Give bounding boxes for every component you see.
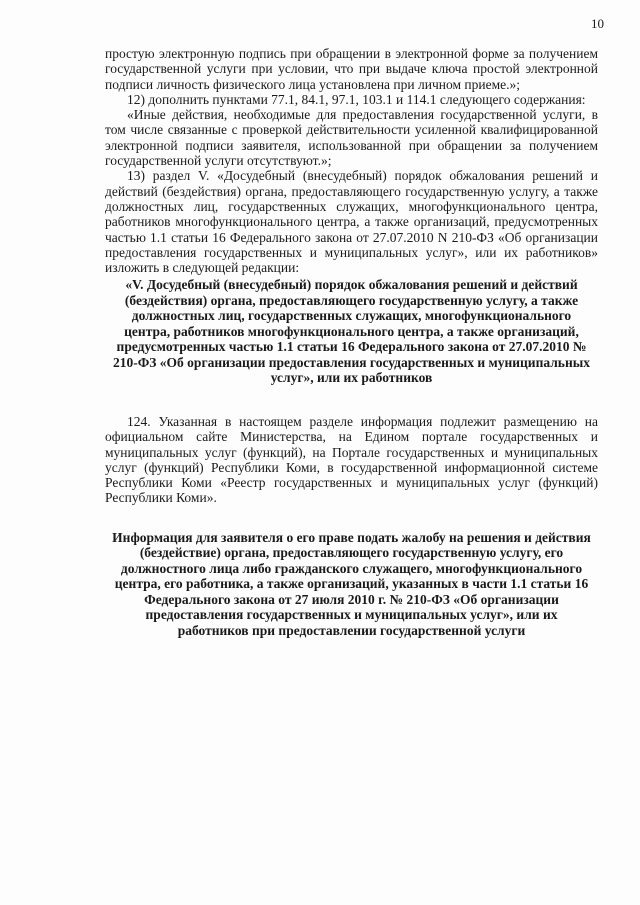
- paragraph-item-12: 12) дополнить пунктами 77.1, 84.1, 97.1, 103.1 и 114.1 следующего содержания:: [127, 91, 586, 107]
- complaint-info-heading: Информация для заявителя о его праве подать жалобу на решения и действия (бездействие) органа, предоставляющего государственную услугу, его должностного лица либо гражданского служащего, многофункционального центра, его работника, а также организаций, указанных в части 1.1 статьи 16 Федерального закона от 27 июля 2010 г. № 210-ФЗ «Об организации предоставления государственных и муниципальных услуг», или их работников при предоставлении государственной услуги: [112, 529, 591, 638]
- paragraph-continuation: простую электронную подпись при обращении в электронной форме за получением государственной услуги при условии, что при выдаче ключа простой электронной подписи личность физического лица установлена при личном приеме.»;: [105, 46, 598, 92]
- paragraph-quote-other-actions: «Иные действия, необходимые для предоставления государственной услуги, в том числе связанные с проверкой действительности усиленной квалифицированной электронной подписи заявителя, использованной при обращении за получением государственной услуги отсутствуют.»;: [105, 107, 598, 169]
- paragraph-124: 124. Указанная в настоящем разделе информация подлежит размещению на официальном сайте Министерства, на Едином портале государственных и муниципальных услуг (функций), на Портале государственных и муниципальных услуг (функций) Республики Коми, в государственной информационной системе Республики Коми «Реестр государственных и муниципальных услуг (функций) Республики Коми».: [105, 413, 598, 506]
- section-v-heading: «V. Досудебный (внесудебный) порядок обжалования решений и действий (бездействия) органа, предоставляющего государственную услугу, а также должностных лиц, государственных служащих, многофункционального центра, работников многофункционального центра, а также организаций, предусмотренных частью 1.1 статьи 16 Федерального закона от 27.07.2010 № 210-ФЗ «Об организации предоставления государственных и муниципальных услуг», или их работников: [112, 277, 591, 386]
- paragraph-item-13: 13) раздел V. «Досудебный (внесудебный) порядок обжалования решений и действий (бездействия) органа, предоставляющего государственную услугу, а также должностных лиц, государственных служащих, многофункционального центра, работников многофункционального центра, а также организаций, предусмотренных частью 1.1 статьи 16 Федерального закона от 27.07.2010 N 210-ФЗ «Об организации предоставления государственных и муниципальных услуг», или их работников» изложить в следующей редакции:: [105, 168, 598, 276]
- document-body: [105, 46, 598, 638]
- page-number: 10: [591, 16, 604, 31]
